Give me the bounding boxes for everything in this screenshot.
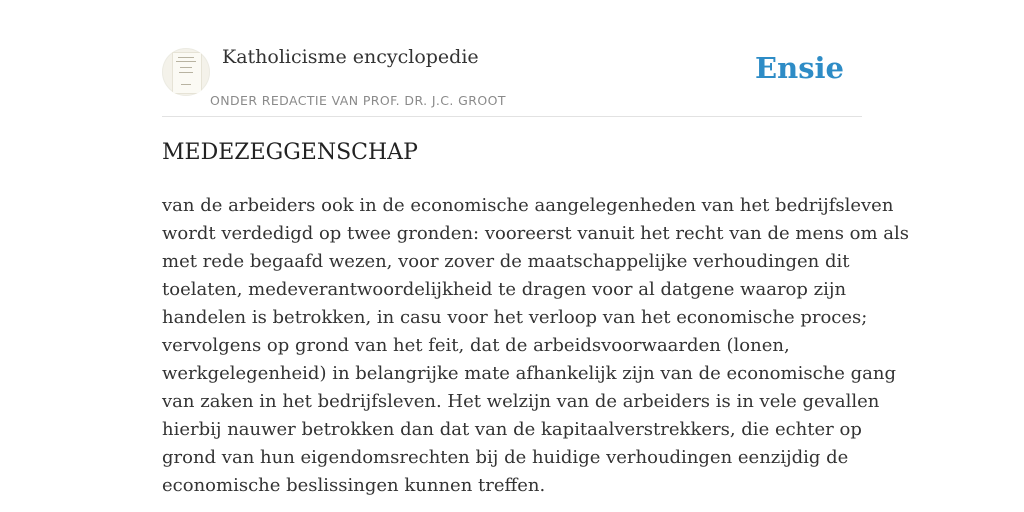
article-line: grond van hun eigendomsrechten bij de huidige verhoudingen eenzijdig de	[162, 447, 849, 468]
article-line: van zaken in het bedrijfsleven. Het welzijn van de arbeiders is in vele gevallen	[162, 391, 880, 412]
article-line: van de arbeiders ook in de economische aangelegenheden van het bedrijfsleven	[162, 195, 894, 216]
cover-line	[176, 61, 196, 62]
article-line: vervolgens op grond van het feit, dat de arbeidsvoorwaarden (lonen,	[162, 335, 790, 356]
editor-credit: ONDER REDACTIE VAN PROF. DR. J.C. GROOT	[210, 93, 506, 108]
cover-line	[180, 67, 192, 68]
ensie-logo-link[interactable]: Ensie	[755, 51, 844, 85]
article-line: met rede begaafd wezen, voor zover de maatschappelijke verhoudingen dit	[162, 251, 850, 272]
article-line: hierbij nauwer betrokken dan dat van de kapitaalverstrekkers, die echter op	[162, 419, 862, 440]
book-cover-page	[172, 52, 202, 94]
article-line: wordt verdedigd op twee gronden: vooreerst vanuit het recht van de mens om als	[162, 223, 909, 244]
book-cover-icon[interactable]	[162, 48, 210, 96]
encyclopedia-title-link[interactable]: Katholicisme encyclopedie	[222, 46, 479, 68]
article-line: toelaten, medeverantwoordelijkheid te dragen voor al datgene waarop zijn	[162, 279, 847, 300]
article-line: economische beslissingen kunnen treffen.	[162, 475, 546, 496]
article-line: handelen is betrokken, in casu voor het verloop van het economische proces;	[162, 307, 868, 328]
cover-line	[178, 57, 194, 58]
article-line: werkgelegenheid) in belangrijke mate afhankelijk zijn van de economische gang	[162, 363, 896, 384]
site-header	[162, 40, 862, 117]
article-title: MEDEZEGGENSCHAP	[162, 140, 418, 165]
cover-line	[179, 72, 193, 73]
cover-line	[181, 84, 191, 85]
article-body	[162, 192, 909, 500]
